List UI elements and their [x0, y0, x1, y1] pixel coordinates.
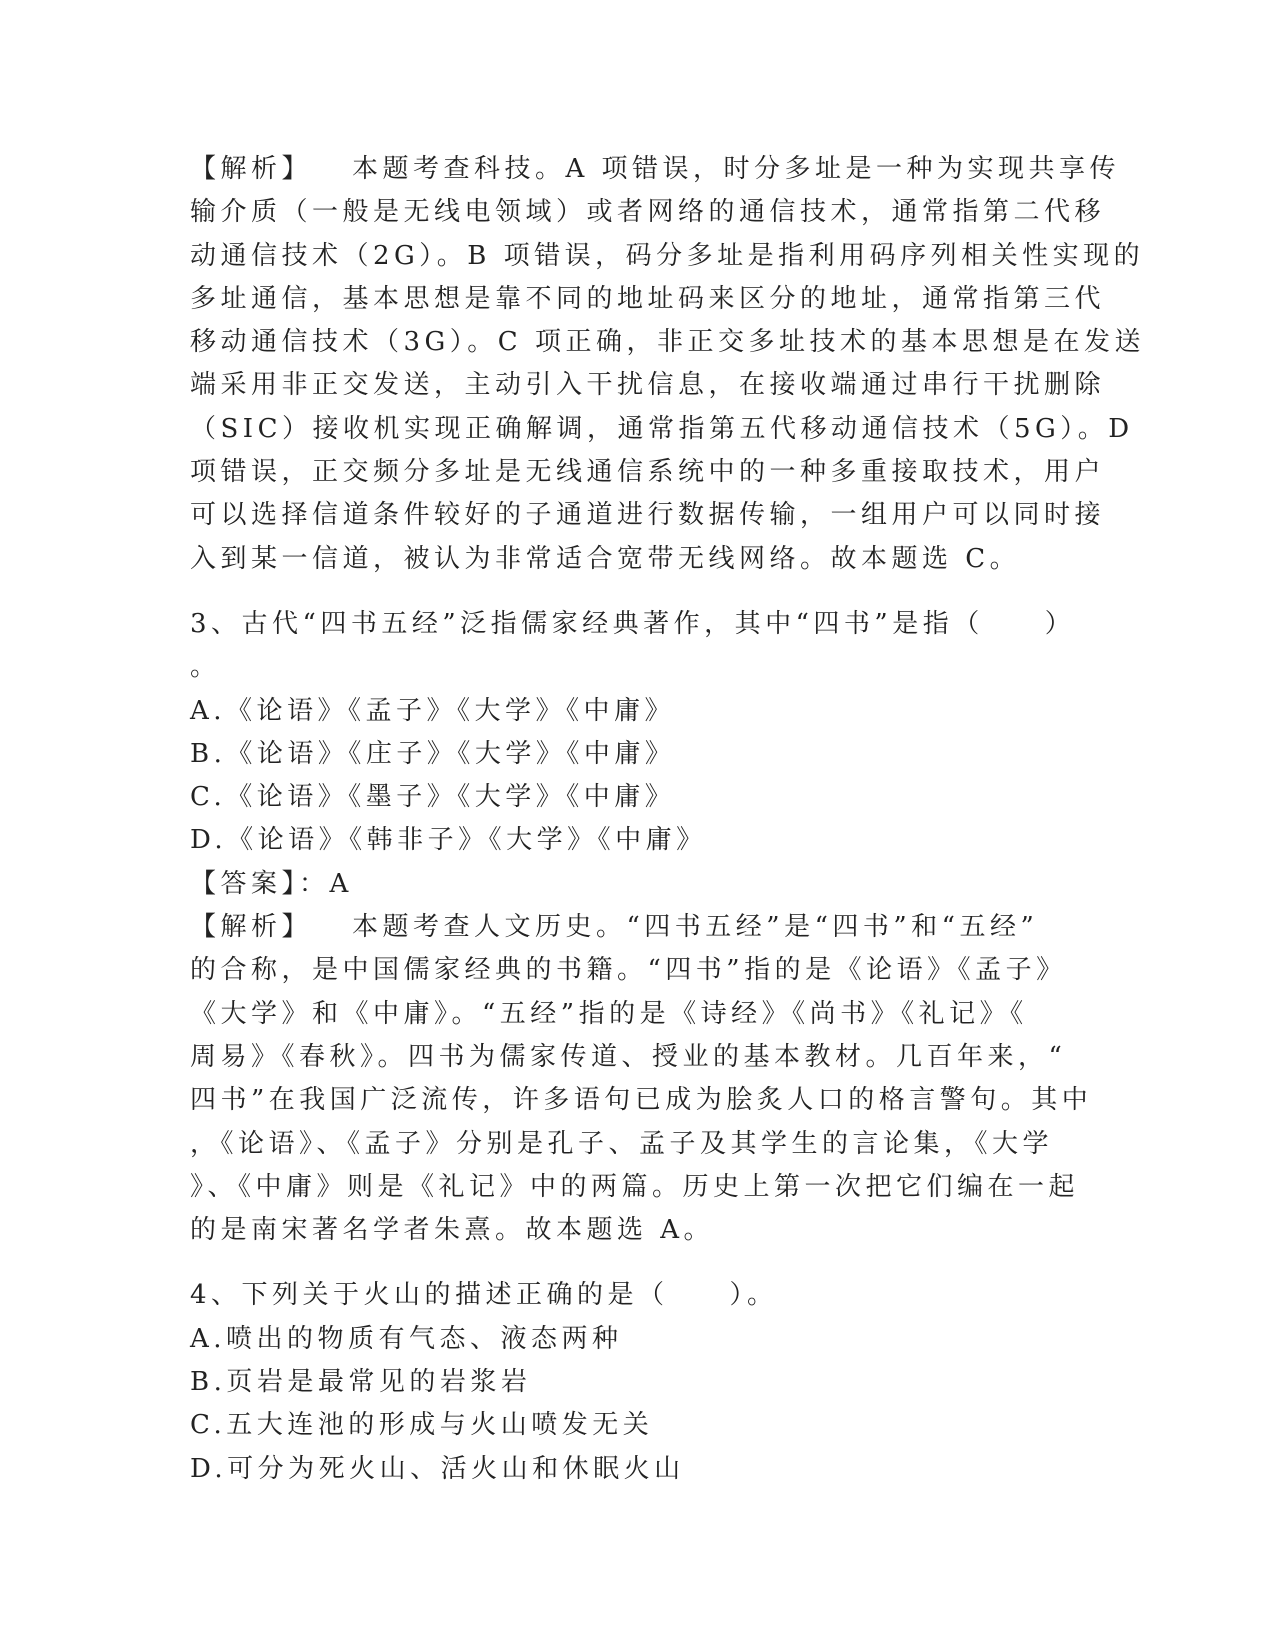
question-3-analysis-line: 《大学》和《中庸》。“五经”指的是《诗经》《尚书》《礼记》《: [190, 998, 1028, 1029]
question-4-option-d: D.可分为死火山、活火山和休眠火山: [190, 1453, 685, 1484]
question-3-answer: [190, 863, 1090, 906]
question-4-stem: 4、下列关于火山的描述正确的是（ ）。: [190, 1280, 778, 1311]
question-4-option-a: A.喷出的物质有气态、液态两种: [190, 1323, 623, 1354]
question-3-analysis-line: 》、《中庸》则是《礼记》中的两篇。历史上第一次把它们编在一起: [190, 1171, 1080, 1202]
analysis-label: 【解析】: [190, 154, 313, 184]
analysis-q2-line: 输介质（一般是无线电领域）或者网络的通信技术，通常指第二代移: [190, 197, 1106, 228]
question-4-option-c: C.五大连池的形成与火山喷发无关: [190, 1410, 654, 1441]
question-3-analysis-line: 四书”在我国广泛流传，许多语句已成为脍炙人口的格言警句。其中: [190, 1085, 1093, 1116]
analysis-q2-line: （SIC）接收机实现正确解调，通常指第五代移动通信技术（5G）。D: [190, 413, 1134, 444]
analysis-text: 本题考查人文历史。“四书五经”是“四书”和“五经”: [352, 912, 1039, 943]
question-3-option-a: A.《论语》《孟子》《大学》《中庸》: [190, 695, 676, 726]
question-3-stem: 3、古代“四书五经”泛指儒家经典著作，其中“四书”是指（ ）: [190, 608, 1076, 639]
analysis-label: 【解析】: [190, 912, 313, 943]
question-3-analysis-line: 周易》《春秋》。四书为儒家传道、授业的基本教材。几百年来，“: [190, 1041, 1067, 1072]
analysis-q2-line: 动通信技术（2G）。B 项错误，码分多址是指利用码序列相关性实现的: [190, 240, 1145, 271]
question-3-analysis-line: [190, 906, 1090, 949]
answer-value: ：A: [299, 868, 353, 899]
document-content: [190, 148, 1145, 1491]
analysis-q2-line: 可以选择信道条件较好的子通道进行数据传输，一组用户可以同时接: [190, 500, 1106, 531]
analysis-q2-line: 多址通信，基本思想是靠不同的地址码来区分的地址，通常指第三代: [190, 283, 1106, 314]
question-3-analysis-line: 的是南宋著名学者朱熹。故本题选 A。: [190, 1215, 715, 1246]
answer-label: 【答案】: [190, 868, 300, 899]
section-gap: [190, 581, 1090, 603]
question-4-option-b: B.页岩是最常见的岩浆岩: [190, 1367, 532, 1398]
analysis-q2-line: 移动通信技术（3G）。C 项正确，非正交多址技术的基本思想是在发送: [190, 327, 1145, 358]
question-3-option-c: C.《论语》《墨子》《大学》《中庸》: [190, 782, 676, 813]
section-gap: [190, 1252, 1090, 1274]
question-3-analysis-line: ，《论语》、《孟子》分别是孔子、孟子及其学生的言论集，《大学: [190, 1128, 1054, 1159]
question-3-option-b: B.《论语》《庄子》《大学》《中庸》: [190, 738, 676, 769]
analysis-q2-line: 端采用非正交发送，主动引入干扰信息，在接收端通过串行干扰删除: [190, 370, 1106, 401]
question-3-stem-end: 。: [190, 652, 221, 683]
analysis-text: 本题考查科技。A 项错误，时分多址是一种为实现共享传: [352, 154, 1121, 184]
analysis-q2-line: 入到某一信道，被认为非常适合宽带无线网络。故本题选 C。: [190, 543, 1021, 574]
question-3-option-d: D.《论语》《韩非子》《大学》《中庸》: [190, 825, 707, 856]
analysis-q2-line: 项错误，正交频分多址是无线通信系统中的一种多重接取技术，用户: [190, 457, 1106, 488]
question-3-analysis-line: 的合称，是中国儒家经典的书籍。“四书”指的是《论语》《孟子》: [190, 955, 1067, 986]
analysis-q2-line: [190, 148, 1121, 191]
